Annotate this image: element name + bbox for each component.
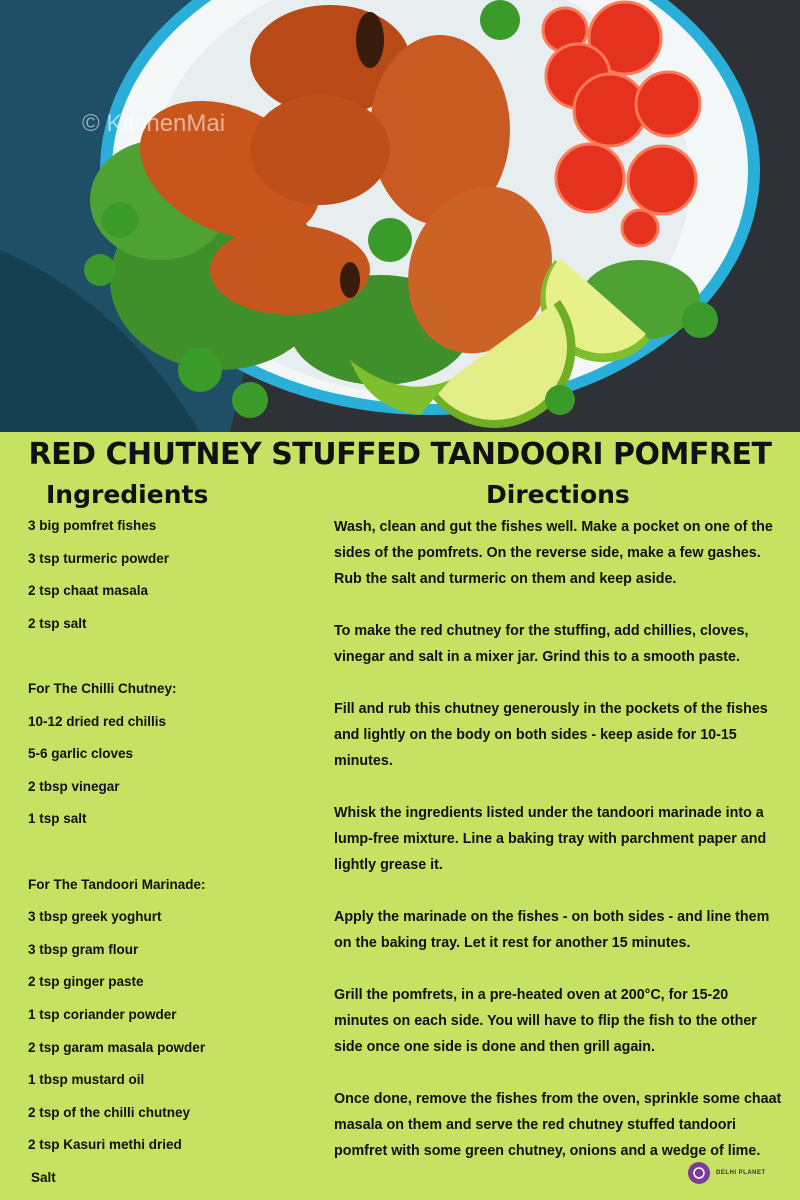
brand-logo <box>688 1162 766 1184</box>
direction-step: Grill the pomfrets, in a pre-heated oven at 200°C, for 15-20 minutes on each side. You will have to flip the fish to the other side once one side is done and then grill again. <box>334 987 757 1055</box>
direction-step: Apply the marinade on the fishes - on both sides - and line them on the baking tray. Let it rest for another 15 minutes. <box>334 909 770 951</box>
ingredient-item: 1 tsp salt <box>28 811 87 827</box>
directions-list <box>334 514 784 1190</box>
ingredient-item: 3 big pomfret fishes <box>28 518 157 533</box>
food-illustration <box>0 0 800 432</box>
logo-text: DELHI PLANET <box>716 1170 766 1176</box>
ingredient-item: 2 tbsp vinegar <box>28 778 120 794</box>
ingredient-item: 2 tsp of the chilli chutney <box>28 1104 191 1120</box>
ingredient-item: 2 tsp chaat masala <box>28 583 149 599</box>
ingredients-list <box>28 513 328 1197</box>
ingredient-item: 3 tsp turmeric powder <box>28 550 170 566</box>
direction-step: To make the red chutney for the stuffing, add chillies, cloves, vinegar and salt in a mixer jar. Grind this to a smooth paste. <box>334 623 749 665</box>
direction-step: Once done, remove the fishes from the oven, sprinkle some chaat masala on them and serve the red chutney stuffed tandoori pomfret with some green chutney, onions and a wedge of lime. <box>334 1091 782 1159</box>
direction-step: Whisk the ingredients listed under the tandoori marinade into a lump-free mixture. Line a baking tray with parchment paper and lightly grease it. <box>334 805 767 873</box>
ingredient-item: 1 tsp coriander powder <box>28 1006 177 1022</box>
recipe-title: RED CHUTNEY STUFFED TANDOORI POMFRET <box>28 437 772 472</box>
ingredient-item: 1 tbsp mustard oil <box>28 1072 145 1088</box>
hero-food-photo <box>0 0 800 432</box>
direction-step: Wash, clean and gut the fishes well. Make a pocket on one of the sides of the pomfrets. On the reverse side, make a few gashes. Rub the salt and turmeric on them and keep aside. <box>334 519 773 587</box>
direction-step: Fill and rub this chutney generously in the pockets of the fishes and lightly on the body on both sides - keep aside for 10-15 minutes. <box>334 701 768 769</box>
ingredient-item: 2 tsp Kasuri methi dried <box>28 1137 182 1153</box>
planet-icon <box>688 1162 710 1184</box>
ingredient-spacer <box>28 839 328 872</box>
ingredient-item: 2 tsp ginger paste <box>28 974 144 990</box>
ingredients-heading: Ingredients <box>46 480 209 509</box>
ingredient-item: 3 tbsp gram flour <box>28 941 139 957</box>
ingredient-spacer <box>28 643 328 676</box>
ingredient-item: 5-6 garlic cloves <box>28 746 134 762</box>
ingredient-item: 2 tsp garam masala powder <box>28 1039 206 1055</box>
directions-heading: Directions <box>486 480 630 509</box>
ingredient-item: Salt <box>31 1169 56 1185</box>
ingredient-subheading: For The Chilli Chutney: <box>28 680 177 696</box>
ingredient-item: 3 tbsp greek yoghurt <box>28 909 162 925</box>
ingredient-item: 2 tsp salt <box>28 615 87 631</box>
ingredient-item: 10-12 dried red chillis <box>28 713 167 729</box>
ingredient-subheading: For The Tandoori Marinade: <box>28 876 206 892</box>
photo-watermark: © KitchenMai <box>82 110 226 137</box>
